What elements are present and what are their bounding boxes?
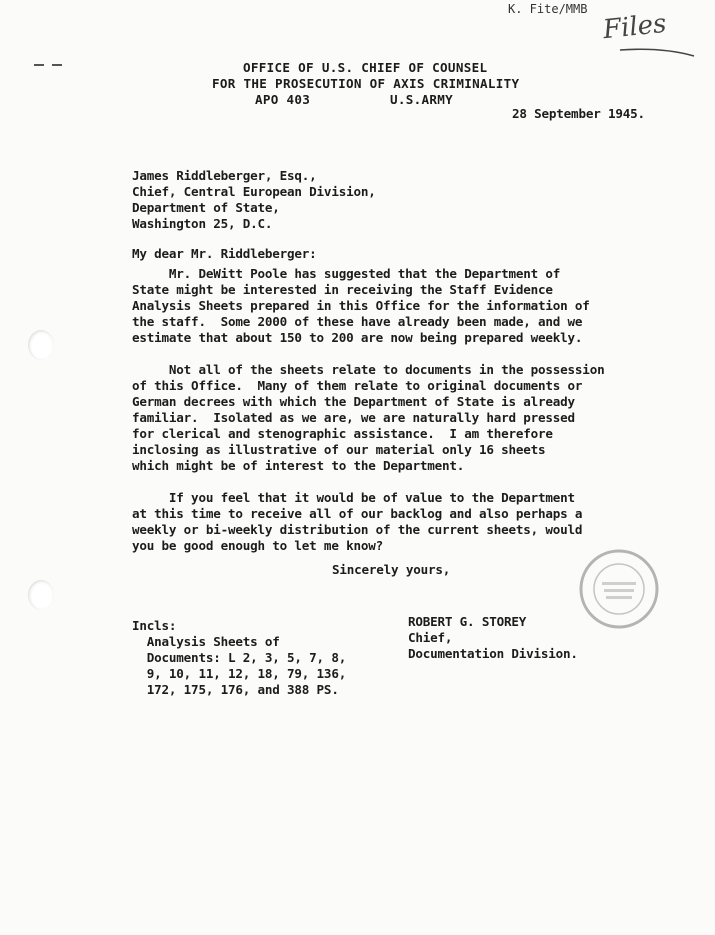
body-line: Analysis Sheets prepared in this Office for the information of: [132, 298, 590, 313]
body-line: at this time to receive all of our backlog and also perhaps a: [132, 506, 583, 521]
body-line: which might be of interest to the Department.: [132, 458, 465, 473]
inclosures-line: 9, 10, 11, 12, 18, 79, 136,: [132, 666, 347, 681]
addressee-line: Chief, Central European Division,: [132, 184, 376, 199]
signature-division: Documentation Division.: [408, 646, 578, 661]
margin-mark: [52, 64, 62, 66]
inclosures-line: Incls:: [132, 618, 177, 633]
inclosures-line: Analysis Sheets of: [132, 634, 280, 649]
body-line: Mr. DeWitt Poole has suggested that the Department of: [132, 266, 561, 281]
addressee-line: Department of State,: [132, 200, 280, 215]
body-line: the staff. Some 2000 of these have already been made, and we: [132, 314, 583, 329]
letterhead-apo: APO 403: [255, 92, 311, 107]
handwritten-files-note: Files: [601, 8, 668, 46]
initials-stamp: K. Fite/MMB: [508, 2, 588, 16]
body-line: Not all of the sheets relate to documents in the possession: [132, 362, 605, 377]
inclosures-line: 172, 175, 176, and 388 PS.: [132, 682, 339, 697]
addressee-line: Washington 25, D.C.: [132, 216, 273, 231]
inclosures-line: Documents: L 2, 3, 5, 7, 8,: [132, 650, 347, 665]
body-line: German decrees with which the Department of State is already: [132, 394, 575, 409]
archive-seal-stamp: [578, 548, 660, 630]
closing: Sincerely yours,: [332, 562, 451, 577]
punch-hole: [28, 580, 54, 610]
body-line: of this Office. Many of them relate to original documents or: [132, 378, 583, 393]
body-line: inclosing as illustrative of our material only 16 sheets: [132, 442, 546, 457]
body-line: weekly or bi-weekly distribution of the current sheets, would: [132, 522, 583, 537]
margin-mark: [34, 64, 44, 66]
addressee-line: James Riddleberger, Esq.,: [132, 168, 317, 183]
letterhead-army: U.S.ARMY: [390, 92, 454, 107]
salutation: My dear Mr. Riddleberger:: [132, 246, 317, 261]
body-line: for clerical and stenographic assistance. I am therefore: [132, 426, 553, 441]
signature-name: ROBERT G. STOREY: [408, 614, 527, 629]
handwritten-underline: [618, 40, 698, 66]
body-line: you be good enough to let me know?: [132, 538, 383, 553]
punch-hole: [28, 330, 54, 360]
body-line: estimate that about 150 to 200 are now being prepared weekly.: [132, 330, 583, 345]
body-line: If you feel that it would be of value to the Department: [132, 490, 575, 505]
body-line: State might be interested in receiving the Staff Evidence: [132, 282, 553, 297]
signature-title: Chief,: [408, 630, 453, 645]
body-line: familiar. Isolated as we are, we are naturally hard pressed: [132, 410, 575, 425]
letterhead-line1: OFFICE OF U.S. CHIEF OF COUNSEL: [243, 60, 488, 75]
letter-date: 28 September 1945.: [512, 106, 645, 121]
letterhead-line2: FOR THE PROSECUTION OF AXIS CRIMINALITY: [212, 76, 520, 91]
